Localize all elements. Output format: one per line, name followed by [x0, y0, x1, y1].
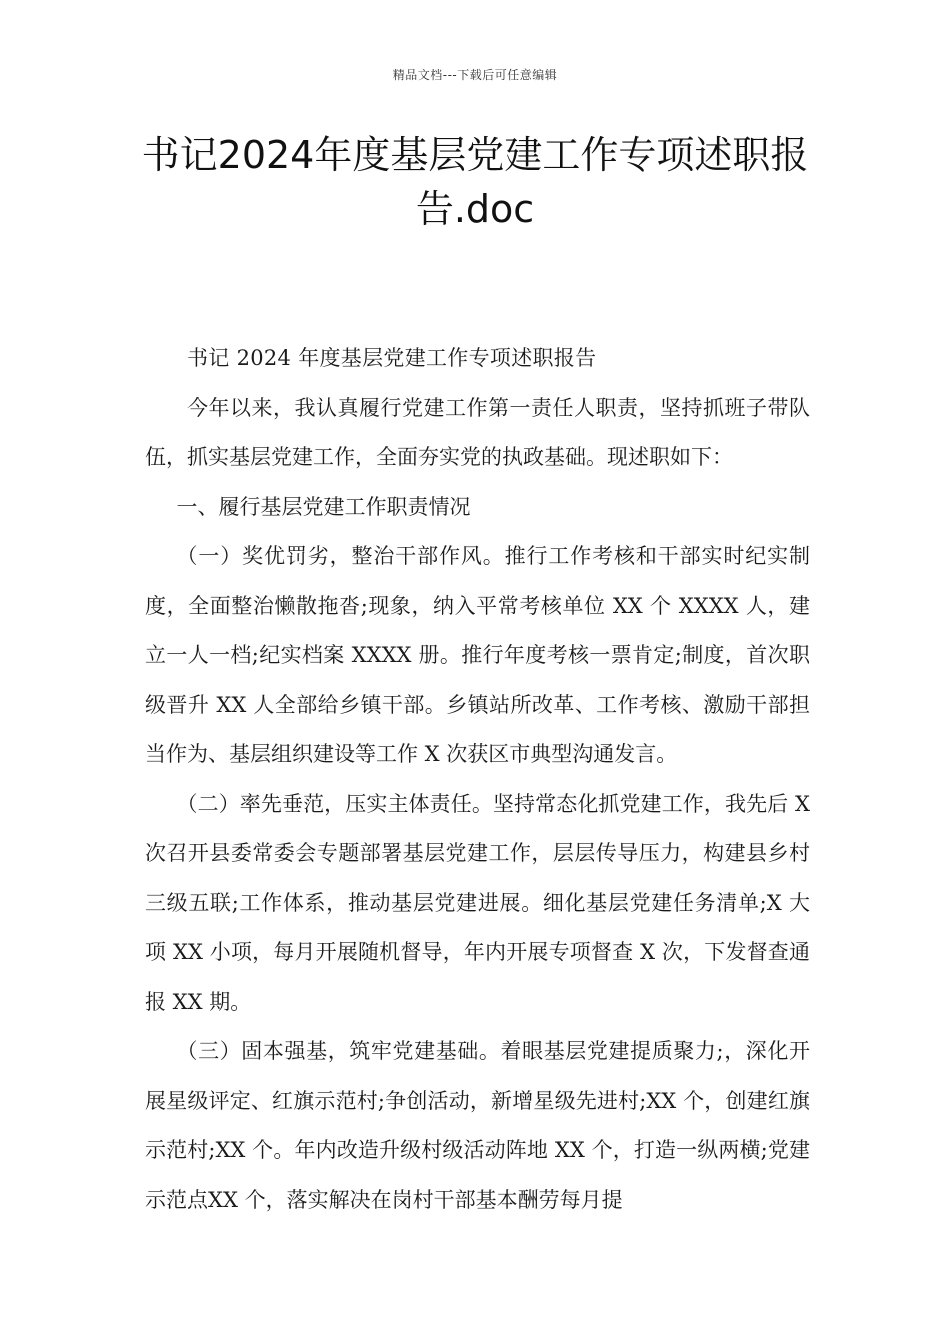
section-heading-1: 一、履行基层党建工作职责情况 [176, 494, 471, 519]
paragraph-section-3: （三）固本强基，筑牢党建基础。着眼基层党建提质聚力;，深化开展星级评定、红旗示范村;争创活动，新增星级先进村;XX 个，创建红旗示范村;XX 个。年内改造升级村级活动阵地 XX 个，打造一纵两横;党建示范点XX 个，落实解决在岗村干部基本酬劳每月提 [145, 1039, 810, 1212]
document-title: 书记2024年度基层党建工作专项述职报告.doc [141, 133, 809, 231]
header-note: 精品文档---下载后可任意编辑 [392, 68, 558, 82]
document-body [145, 334, 810, 1225]
paragraph-section-1: （一）奖优罚劣，整治干部作风。推行工作考核和干部实时纪实制度，全面整治懒散拖沓;现象，纳入平常考核单位 XX 个 XXXX 人，建立一人一档;纪实档案 XXXX 册。推行年度考核一票肯定;制度，首次职级晋升 XX 人全部给乡镇干部。乡镇站所改革、工作考核、激励干部担当作为、基层组织建设等工作 X 次获区市典型沟通发言。 [145, 544, 810, 766]
document-subtitle: 书记 2024 年度基层党建工作专项述职报告 [187, 346, 597, 370]
intro-paragraph: 今年以来，我认真履行党建工作第一责任人职责，坚持抓班子带队伍，抓实基层党建工作，全面夯实党的执政基础。现述职如下： [145, 395, 810, 469]
paragraph-section-2: （二）率先垂范，压实主体责任。坚持常态化抓党建工作，我先后 X 次召开县委常委会专题部署基层党建工作，层层传导压力，构建县乡村三级五联;工作体系，推动基层党建进展。细化基层党建任务清单;X 大项 XX 小项，每月开展随机督导，年内开展专项督查 X 次，下发督查通报 XX 期。 [145, 791, 810, 1014]
